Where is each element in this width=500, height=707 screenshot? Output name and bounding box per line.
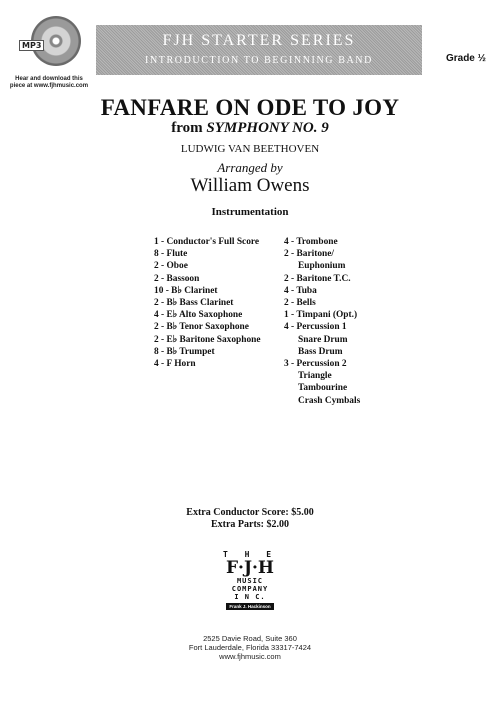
publisher-address bbox=[0, 634, 500, 661]
grade-label: Grade ½ bbox=[445, 53, 486, 64]
instrument-row-sub: Tambourine bbox=[298, 383, 348, 394]
address-line2: Fort Lauderdale, Florida 33317-7424 bbox=[188, 643, 312, 652]
instrument-row-sub: Bass Drum bbox=[298, 346, 343, 357]
instrument-row: 8 - B♭ Trumpet bbox=[154, 346, 215, 357]
publisher-logo: T H E F·J·H MUSIC COMPANY I N C. Frank J. Hackinson bbox=[222, 550, 278, 609]
mp3-text-line1: Hear and download this bbox=[15, 76, 83, 82]
instrument-row: 4 - Trombone bbox=[284, 237, 338, 247]
series-subtitle: INTRODUCTION TO BEGINNING BAND bbox=[145, 55, 373, 66]
arranged-by-label: Arranged by bbox=[217, 160, 283, 175]
instrument-row: 4 - Percussion 1 bbox=[284, 322, 347, 333]
instrument-row: 3 - Percussion 2 bbox=[284, 359, 347, 370]
instrument-row: 1 - Timpani (Opt.) bbox=[284, 310, 358, 321]
mp3-text-line2: piece at www.fjhmusic.com bbox=[9, 83, 89, 89]
source-work: from SYMPHONY NO. 9 bbox=[171, 120, 329, 136]
source-work-title: SYMPHONY NO. 9 bbox=[206, 120, 329, 136]
instrument-row: 2 - Bassoon bbox=[154, 273, 200, 284]
address-line1: 2525 Davie Road, Suite 360 bbox=[203, 634, 297, 643]
mp3-promo bbox=[6, 14, 92, 90]
instrument-row: 2 - Bells bbox=[284, 298, 316, 309]
instrument-row-sub: Triangle bbox=[298, 371, 332, 382]
instrument-row: 8 - Flute bbox=[154, 249, 188, 260]
website-link: www.fjhmusic.com bbox=[219, 652, 281, 661]
instrument-row: 4 - E♭ Alto Saxophone bbox=[154, 310, 243, 321]
mp3-badge: MP3 bbox=[19, 40, 44, 51]
instrument-row: 2 - Baritone/ bbox=[284, 249, 334, 260]
instrument-row: 2 - E♭ Baritone Saxophone bbox=[154, 334, 261, 345]
cd-disc-icon bbox=[19, 14, 79, 74]
instrument-row-sub: Crash Cymbals bbox=[298, 395, 361, 406]
piece-title: FANFARE ON ODE TO JOY bbox=[100, 95, 400, 120]
price-info bbox=[0, 507, 500, 531]
instrument-row-sub: Euphonium bbox=[298, 261, 346, 272]
extra-parts-price: Extra Parts: $2.00 bbox=[210, 519, 290, 530]
series-title: FJH STARTER SERIES bbox=[162, 32, 356, 49]
series-banner bbox=[96, 25, 422, 75]
composer: LUDWIG VAN BEETHOVEN bbox=[180, 143, 320, 155]
instrumentation-heading: Instrumentation bbox=[211, 206, 289, 218]
instrument-row: 4 - F Horn bbox=[154, 359, 196, 370]
instrument-row: 2 - Oboe bbox=[154, 261, 188, 272]
instrument-row-sub: Snare Drum bbox=[298, 334, 348, 345]
instrument-row: 2 - B♭ Bass Clarinet bbox=[154, 298, 234, 309]
instrument-row: 4 - Tuba bbox=[284, 285, 317, 296]
instrument-row: 10 - B♭ Clarinet bbox=[154, 285, 218, 296]
instrument-row: 2 - B♭ Tenor Saxophone bbox=[154, 322, 249, 333]
conductor-score-price: Extra Conductor Score: $5.00 bbox=[186, 507, 314, 518]
instrumentation-list-left bbox=[154, 236, 284, 370]
instrumentation-list-right bbox=[284, 236, 404, 407]
instrument-row: 1 - Conductor's Full Score bbox=[154, 237, 260, 247]
arranger-name: William Owens bbox=[190, 175, 310, 196]
instrument-row: 2 - Baritone T.C. bbox=[284, 273, 351, 284]
